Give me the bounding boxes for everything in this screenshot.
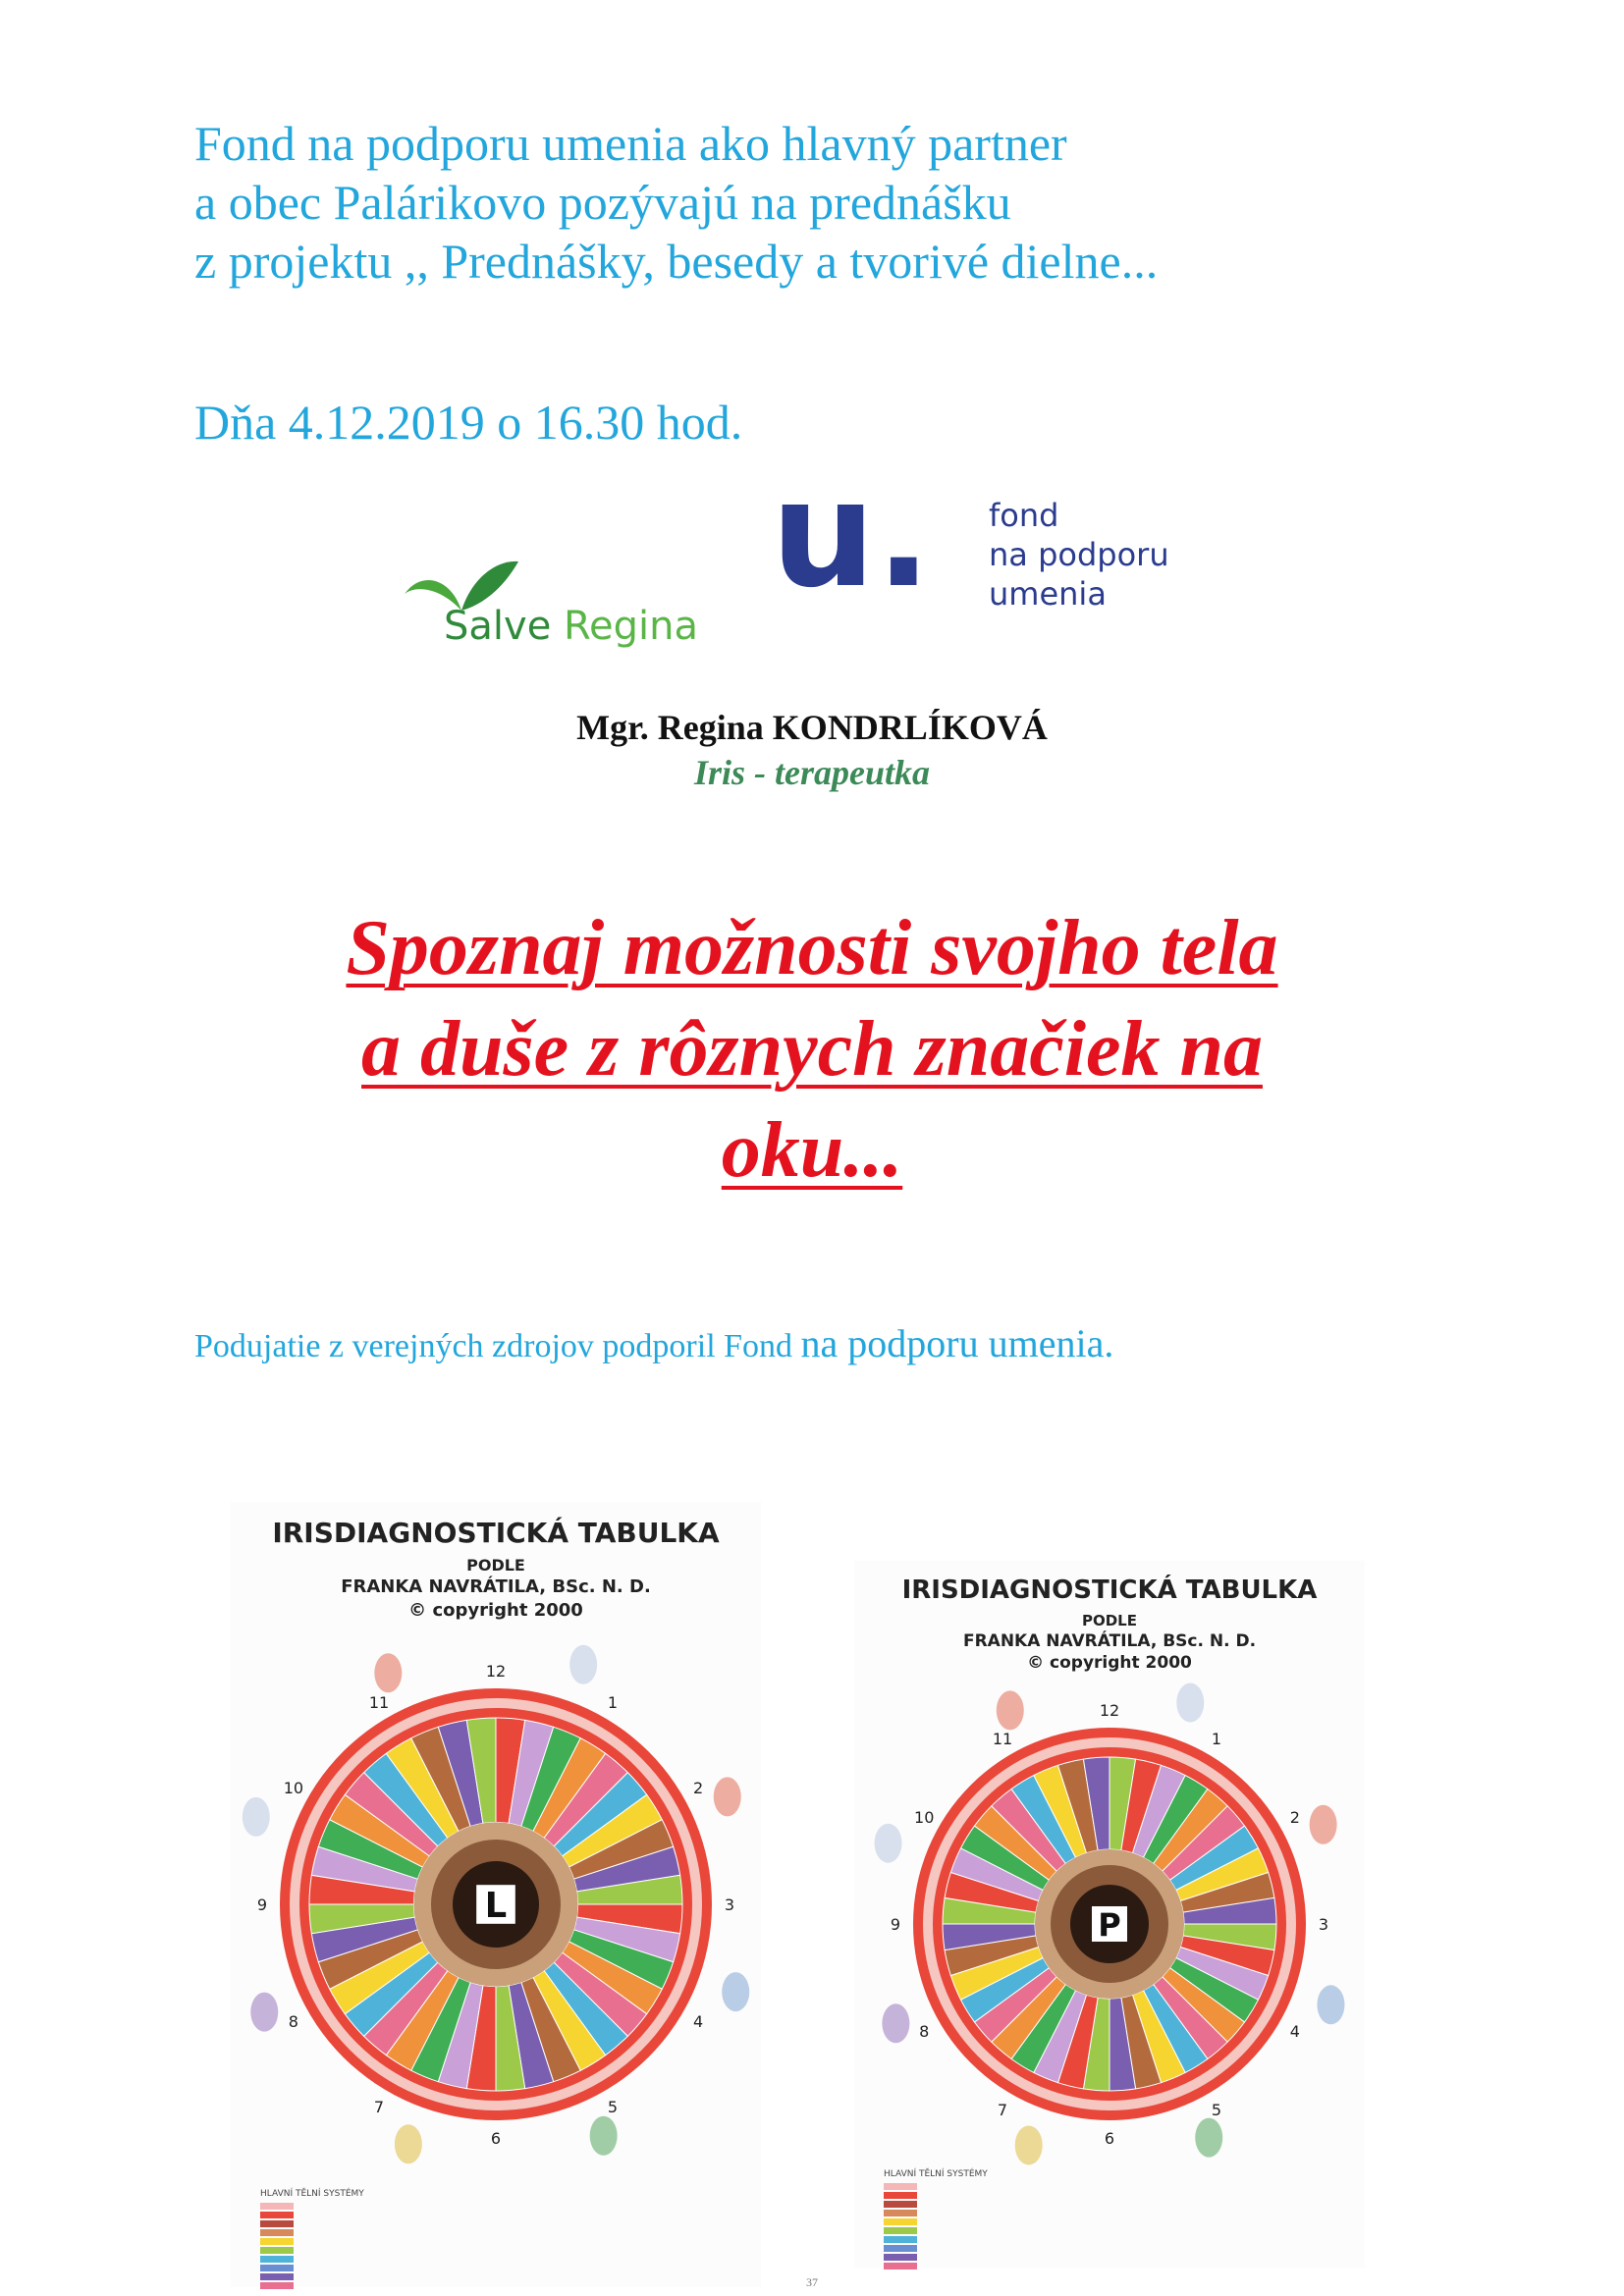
headline bbox=[0, 898, 1624, 1201]
legend-title: HLAVNÍ TĚLNÍ SYSTÉMY bbox=[260, 2189, 364, 2199]
legend-swatch bbox=[884, 2183, 917, 2190]
clock-number: 5 bbox=[1211, 2100, 1222, 2119]
speaker-name: Mgr. Regina KONDRLÍKOVÁ bbox=[576, 708, 1048, 747]
organ-icon bbox=[1015, 2125, 1043, 2164]
chart-author: FRANKA NAVRÁTILA, BSc. N. D. bbox=[962, 1631, 1257, 1651]
legend-swatch bbox=[260, 2220, 294, 2227]
clock-number: 10 bbox=[914, 1808, 935, 1827]
organ-icon bbox=[1310, 1805, 1337, 1844]
legend-right bbox=[884, 2183, 917, 2271]
organ-icon bbox=[243, 1797, 270, 1837]
clock-number: 1 bbox=[607, 1692, 619, 1712]
salve-word: Salve bbox=[444, 604, 552, 649]
clock-number: 8 bbox=[288, 2012, 298, 2031]
legend-swatch bbox=[884, 2263, 917, 2269]
clock-number: 7 bbox=[373, 2098, 385, 2117]
organ-icon bbox=[875, 1824, 902, 1863]
organ-icon bbox=[1176, 1683, 1204, 1723]
legend-title: HLAVNÍ TĚLNÍ SYSTÉMY bbox=[884, 2169, 988, 2179]
support-part2: na podporu umenia. bbox=[800, 1321, 1114, 1365]
intro-line: a obec Palárikovo pozývajú na prednášku bbox=[194, 175, 1011, 230]
chart-title: IRISDIAGNOSTICKÁ TABULKA bbox=[272, 1517, 720, 1549]
intro-line: z projektu ,, Prednášky, besedy a tvorivé dielne... bbox=[194, 234, 1159, 289]
fpu-line: na podporu bbox=[989, 536, 1169, 573]
clock-number: 8 bbox=[919, 2022, 930, 2041]
clock-number: 2 bbox=[1289, 1808, 1300, 1827]
clock-number: 11 bbox=[992, 1730, 1013, 1749]
speaker-block bbox=[0, 705, 1624, 795]
clock-number: 1 bbox=[1211, 1730, 1222, 1749]
page-number: 37 bbox=[806, 2275, 818, 2289]
clock-number: 12 bbox=[1099, 1701, 1120, 1720]
headline-line: a duše z rôznych značiek na bbox=[361, 1006, 1263, 1093]
headline-line: oku... bbox=[721, 1107, 903, 1194]
event-date: Dňa 4.12.2019 o 16.30 hod. bbox=[194, 395, 743, 450]
legend-swatch bbox=[260, 2203, 294, 2210]
center-letter: L bbox=[484, 1886, 508, 1927]
support-part1: Podujatie z verejných zdrojov podporil Fond bbox=[194, 1328, 793, 1364]
legend-swatch bbox=[260, 2229, 294, 2236]
clock-number: 6 bbox=[1104, 2129, 1115, 2148]
organ-icon bbox=[722, 1972, 749, 2011]
legend-swatch bbox=[884, 2254, 917, 2261]
legend-swatch bbox=[260, 2212, 294, 2218]
support-note bbox=[194, 1320, 1113, 1366]
legend-swatch bbox=[260, 2247, 294, 2254]
clock-number: 9 bbox=[890, 1915, 901, 1934]
legend-swatch bbox=[884, 2210, 917, 2216]
legend-swatch bbox=[884, 2192, 917, 2199]
legend-swatch bbox=[884, 2227, 917, 2234]
chart-subtitle: PODLE bbox=[466, 1556, 525, 1575]
clock-number: 3 bbox=[724, 1896, 735, 1914]
chart-copyright: © copyright 2000 bbox=[408, 1600, 583, 1621]
intro-text bbox=[194, 114, 1158, 291]
organ-icon bbox=[590, 2116, 618, 2156]
chart-title: IRISDIAGNOSTICKÁ TABULKA bbox=[901, 1575, 1318, 1605]
organ-icon bbox=[1317, 1985, 1344, 2024]
iris-wheel-right bbox=[854, 1679, 1365, 2169]
organ-icon bbox=[250, 1993, 278, 2032]
organ-icon bbox=[569, 1645, 597, 1684]
clock-number: 10 bbox=[283, 1779, 304, 1797]
legend-swatch bbox=[260, 2265, 294, 2271]
headline-line: Spoznaj možnosti svojho tela bbox=[346, 905, 1278, 991]
chart-copyright: © copyright 2000 bbox=[1027, 1653, 1192, 1673]
fpu-logo bbox=[771, 450, 1222, 633]
clock-number: 2 bbox=[693, 1779, 704, 1797]
organ-icon bbox=[882, 2003, 909, 2043]
fpu-line: fond bbox=[989, 497, 1059, 534]
clock-number: 6 bbox=[490, 2129, 502, 2148]
legend-swatch bbox=[260, 2238, 294, 2245]
center-letter: P bbox=[1098, 1906, 1121, 1944]
iris-chart-right bbox=[854, 1561, 1365, 2268]
regina-word: Regina bbox=[564, 604, 698, 649]
iris-chart-left bbox=[231, 1502, 761, 2287]
legend-swatch bbox=[884, 2201, 917, 2208]
legend-swatch bbox=[884, 2218, 917, 2225]
clock-number: 11 bbox=[368, 1692, 390, 1712]
clock-number: 4 bbox=[1289, 2022, 1300, 2041]
legend-swatch bbox=[260, 2256, 294, 2263]
organ-icon bbox=[714, 1777, 741, 1816]
salve-regina-logo bbox=[403, 550, 746, 658]
chart-subtitle: PODLE bbox=[1081, 1612, 1137, 1629]
organ-icon bbox=[997, 1690, 1024, 1730]
speaker-role: Iris - terapeutka bbox=[693, 753, 930, 792]
clock-number: 12 bbox=[485, 1662, 507, 1681]
organ-icon bbox=[1195, 2118, 1222, 2158]
clock-number: 3 bbox=[1318, 1915, 1329, 1934]
fpu-letter: u. bbox=[771, 450, 932, 620]
legend-swatch bbox=[884, 2236, 917, 2243]
organ-icon bbox=[374, 1653, 402, 1692]
organ-icon bbox=[395, 2124, 422, 2163]
clock-number: 5 bbox=[607, 2098, 619, 2117]
clock-number: 4 bbox=[693, 2012, 704, 2031]
clock-number: 7 bbox=[997, 2100, 1008, 2119]
chart-author: FRANKA NAVRÁTILA, BSc. N. D. bbox=[341, 1576, 651, 1597]
legend-swatch bbox=[884, 2245, 917, 2252]
iris-wheel-left bbox=[231, 1629, 761, 2179]
fpu-line: umenia bbox=[989, 575, 1107, 613]
intro-line: Fond na podporu umenia ako hlavný partner bbox=[194, 116, 1067, 171]
clock-number: 9 bbox=[256, 1896, 268, 1914]
